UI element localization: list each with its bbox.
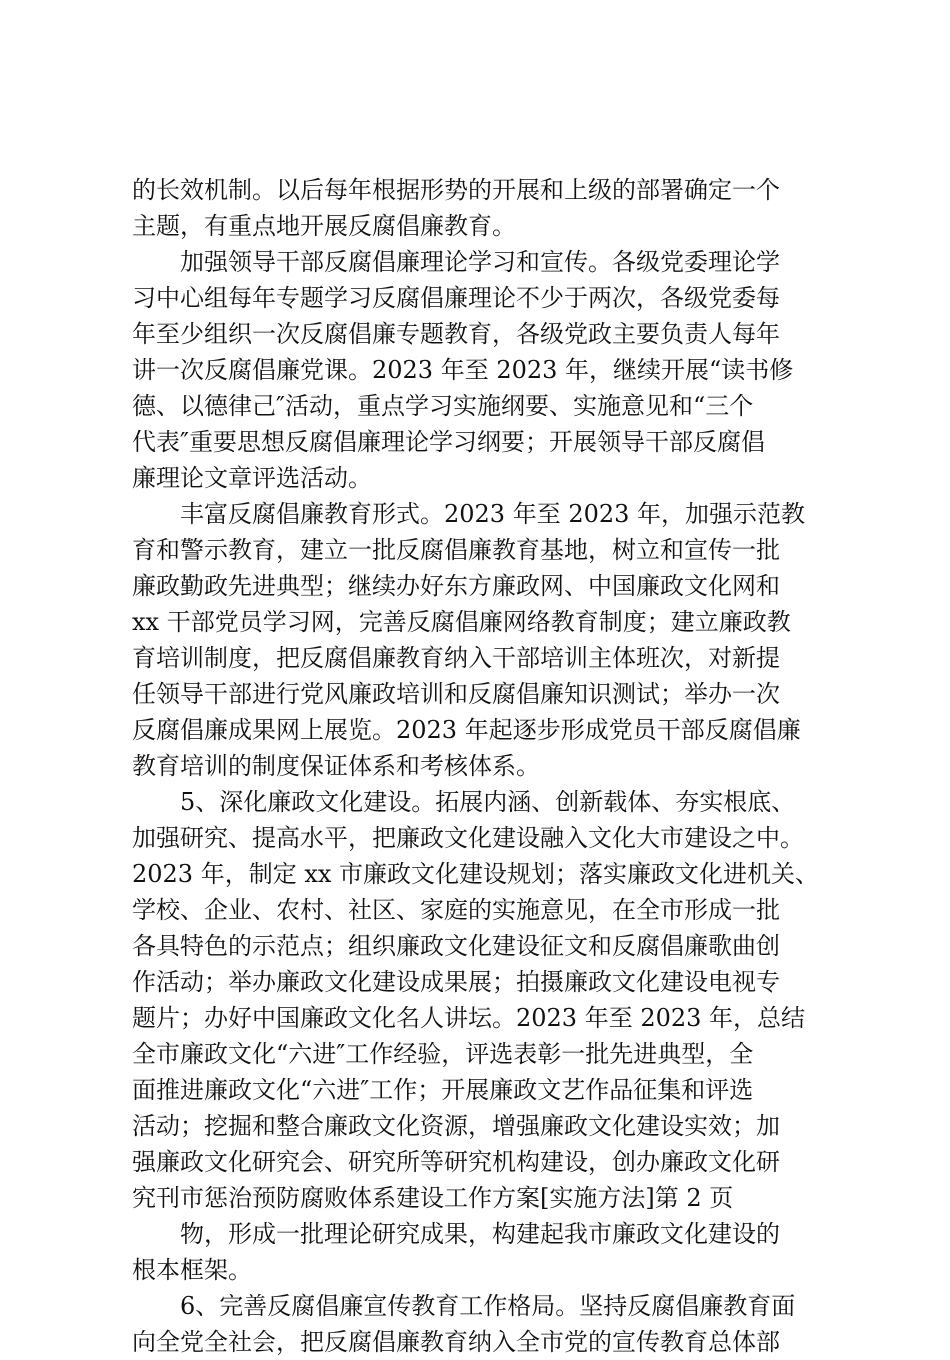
text-line: 的长效机制。以后每年根据形势的开展和上级的部署确定一个 xyxy=(132,176,780,204)
text-line: xx 干部党员学习网，完善反腐倡廉网络教育制度；建立廉政教 xyxy=(132,608,791,636)
text-line: 育培训制度，把反腐倡廉教育纳入干部培训主体班次，对新提 xyxy=(132,644,780,672)
text-line: 面推进廉政文化“六进″工作；开展廉政文艺作品征集和评选 xyxy=(132,1076,754,1104)
text-line: 全市廉政文化“六进″工作经验，评选表彰一批先进典型，全 xyxy=(132,1040,754,1068)
text-line: 丰富反腐倡廉教育形式。2023 年至 2023 年，加强示范教 xyxy=(180,500,806,528)
text-line: 5、深化廉政文化建设。拓展内涵、创新载体、夯实根底、 xyxy=(180,788,796,816)
text-line: 学校、企业、农村、社区、家庭的实施意见，在全市形成一批 xyxy=(132,896,780,924)
text-line: 廉政勤政先进典型；继续办好东方廉政网、中国廉政文化网和 xyxy=(132,572,780,600)
text-line: 代表″重要思想反腐倡廉理论学习纲要；开展领导干部反腐倡 xyxy=(132,428,765,456)
text-line: 强廉政文化研究会、研究所等研究机构建设，创办廉政文化研 xyxy=(132,1148,780,1176)
text-line: 6、完善反腐倡廉宣传教育工作格局。坚持反腐倡廉教育面 xyxy=(180,1292,796,1320)
text-line: 2023 年，制定 xx 市廉政文化建设规划；落实廉政文化进机关、 xyxy=(132,860,820,888)
text-line: 讲一次反腐倡廉党课。2023 年至 2023 年，继续开展“读书修 xyxy=(132,356,794,384)
text-line: 反腐倡廉成果网上展览。2023 年起逐步形成党员干部反腐倡廉 xyxy=(132,716,801,744)
page-footer-line: 究刊市惩治预防腐败体系建设工作方案[实施方法]第 2 页 xyxy=(132,1184,734,1212)
text-line: 年至少组织一次反腐倡廉专题教育，各级党政主要负责人每年 xyxy=(132,320,780,348)
text-line: 教育培训的制度保证体系和考核体系。 xyxy=(132,752,540,780)
text-line: 育和警示教育，建立一批反腐倡廉教育基地，树立和宣传一批 xyxy=(132,536,780,564)
text-line: 根本框架。 xyxy=(132,1256,252,1284)
text-line: 主题，有重点地开展反腐倡廉教育。 xyxy=(132,212,516,240)
text-line: 任领导干部进行党风廉政培训和反腐倡廉知识测试；举办一次 xyxy=(132,680,780,708)
text-line: 题片；办好中国廉政文化名人讲坛。2023 年至 2023 年，总结 xyxy=(132,1004,806,1032)
text-line: 各具特色的示范点；组织廉政文化建设征文和反腐倡廉歌曲创 xyxy=(132,932,780,960)
text-line: 加强领导干部反腐倡廉理论学习和宣传。各级党委理论学 xyxy=(180,248,780,276)
text-line: 廉理论文章评选活动。 xyxy=(132,464,372,492)
text-line: 向全党全社会，把反腐倡廉教育纳入全市党的宣传教育总体部 xyxy=(132,1328,780,1356)
text-line: 活动；挖掘和整合廉政文化资源，增强廉政文化建设实效；加 xyxy=(132,1112,780,1140)
text-line: 作活动；举办廉政文化建设成果展；拍摄廉政文化建设电视专 xyxy=(132,968,780,996)
text-line: 加强研究、提高水平，把廉政文化建设融入文化大市建设之中。 xyxy=(132,824,804,852)
text-line: 德、以德律己″活动，重点学习实施纲要、实施意见和“三个 xyxy=(132,392,754,420)
text-line: 习中心组每年专题学习反腐倡廉理论不少于两次，各级党委每 xyxy=(132,284,780,312)
text-line: 物，形成一批理论研究成果，构建起我市廉政文化建设的 xyxy=(180,1220,780,1248)
